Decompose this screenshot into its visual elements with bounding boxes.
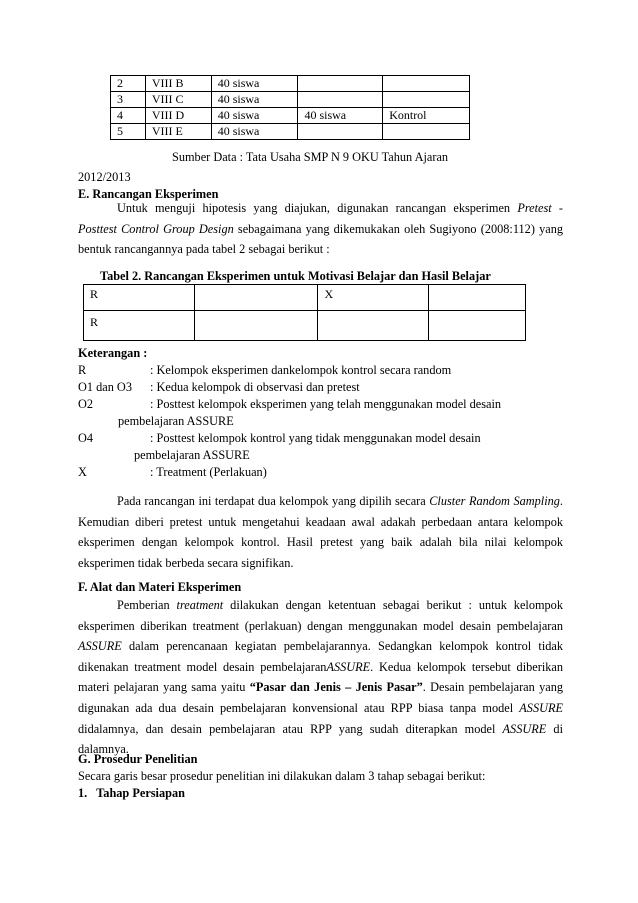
paragraph-cluster: Pada rancangan ini terdapat dua kelompok yang dipilih secara Cluster Random Sampling. Kemudian diberi pretest untuk mengetahui keadaan awal adakah perbedaan antara kelompok eksperimen dengan kelompok kontrol. Hasil pretest yang baik adalah bila nilai kelompok eksperimen tidak berbeda secara signifikan. [78, 494, 563, 570]
keterangan-value: : Posttest kelompok eksperimen yang telah menggunakan model desain [150, 397, 502, 411]
table-cell: X [318, 285, 429, 311]
keterangan-key: R [78, 363, 87, 377]
table-row [111, 76, 470, 92]
table-cell [383, 76, 470, 92]
table-cell: Kontrol [383, 108, 470, 124]
keterangan-key: O2 [78, 397, 94, 411]
keterangan-key: O1 dan O3 [78, 380, 132, 394]
table-row [111, 92, 470, 108]
section-e-paragraph: Untuk menguji hipotesis yang diajukan, digunakan rancangan eksperimen Pretest - Posttest Control Group Design sebagaimana yang dikemukakan oleh Sugiyono (2008:112) yang bentuk rancangannya pada tabel 2 sebagai berikut : [78, 201, 564, 257]
keterangan-value: : Treatment (Perlakuan) [150, 465, 267, 479]
table-cell [429, 311, 526, 341]
table-cell: 2 [111, 76, 146, 92]
table-cell [298, 92, 383, 108]
keterangan-value: : Posttest kelompok kontrol yang tidak menggunakan model desain [150, 431, 481, 445]
table-source: Sumber Data : Tata Usaha SMP N 9 OKU Tahun Ajaran [172, 150, 449, 164]
table-source-year: 2012/2013 [78, 170, 131, 184]
table2-title: Tabel 2. Rancangan Eksperimen untuk Motivasi Belajar dan Hasil Belajar [100, 269, 491, 283]
table-cell [318, 311, 429, 341]
table-cell: 3 [111, 92, 146, 108]
section-f-paragraph: Pemberian treatment dilakukan dengan ketentuan sebagai berikut : untuk kelompok eksperimen diberikan treatment (perlakuan) dengan menggunakan model desain pembelajaran ASSURE dalam perencanaan kegiatan pembelajarannya. Sedangkan kelompok kontrol tidak dikenakan treatment model desain pembelajaranASSURE. Kedua kelompok tersebut diberikan materi pelajaran yang sama yaitu “Pasar dan Jenis – Jenis Pasar”. Desain pembelajaran yang digunakan ada dua desain pembelajaran konvensional atau RPP biasa tanpa model ASSURE didalamnya, dan desain pembelajaran atau RPP yang sudah diterapkan model ASSURE di dalamnya. [78, 598, 564, 757]
table-cell: 40 siswa [211, 124, 298, 140]
table-cell: 40 siswa [211, 108, 298, 124]
keterangan-value-cont: pembelajaran ASSURE [118, 414, 234, 428]
table-row [111, 108, 470, 124]
keterangan-key: O4 [78, 431, 94, 445]
table-rancangan [83, 284, 526, 341]
table-cell [298, 76, 383, 92]
table-row [84, 285, 526, 311]
table-cell: VIII E [145, 124, 211, 140]
table-cell: 40 siswa [211, 76, 298, 92]
table-siswa [110, 75, 470, 140]
keterangan-heading: Keterangan : [78, 346, 148, 360]
table-cell: VIII D [145, 108, 211, 124]
table-cell: R [84, 311, 195, 341]
table-cell [383, 92, 470, 108]
section-g-item: 1. Tahap Persiapan [78, 786, 185, 800]
table-cell: VIII C [145, 92, 211, 108]
keterangan-key: X [78, 465, 87, 479]
section-g-heading: G. Prosedur Penelitian [78, 752, 198, 766]
table-cell: 4 [111, 108, 146, 124]
table-cell [383, 124, 470, 140]
table-cell [194, 285, 318, 311]
table-cell [298, 124, 383, 140]
table-cell: 40 siswa [211, 92, 298, 108]
keterangan-value: : Kelompok eksperimen dankelompok kontrol secara random [150, 363, 452, 377]
keterangan-value-cont: pembelajaran ASSURE [134, 448, 250, 462]
table-cell: VIII B [145, 76, 211, 92]
table-row [84, 311, 526, 341]
table-cell [194, 311, 318, 341]
section-f-heading: F. Alat dan Materi Eksperimen [78, 580, 242, 594]
table-cell: 40 siswa [298, 108, 383, 124]
table-row [111, 124, 470, 140]
table-cell: R [84, 285, 195, 311]
section-g-paragraph: Secara garis besar prosedur penelitian ini dilakukan dalam 3 tahap sebagai berikut: [78, 769, 486, 783]
table-cell [429, 285, 526, 311]
table-cell: 5 [111, 124, 146, 140]
section-e-heading: E. Rancangan Eksperimen [78, 187, 219, 201]
keterangan-value: : Kedua kelompok di observasi dan pretest [150, 380, 360, 394]
